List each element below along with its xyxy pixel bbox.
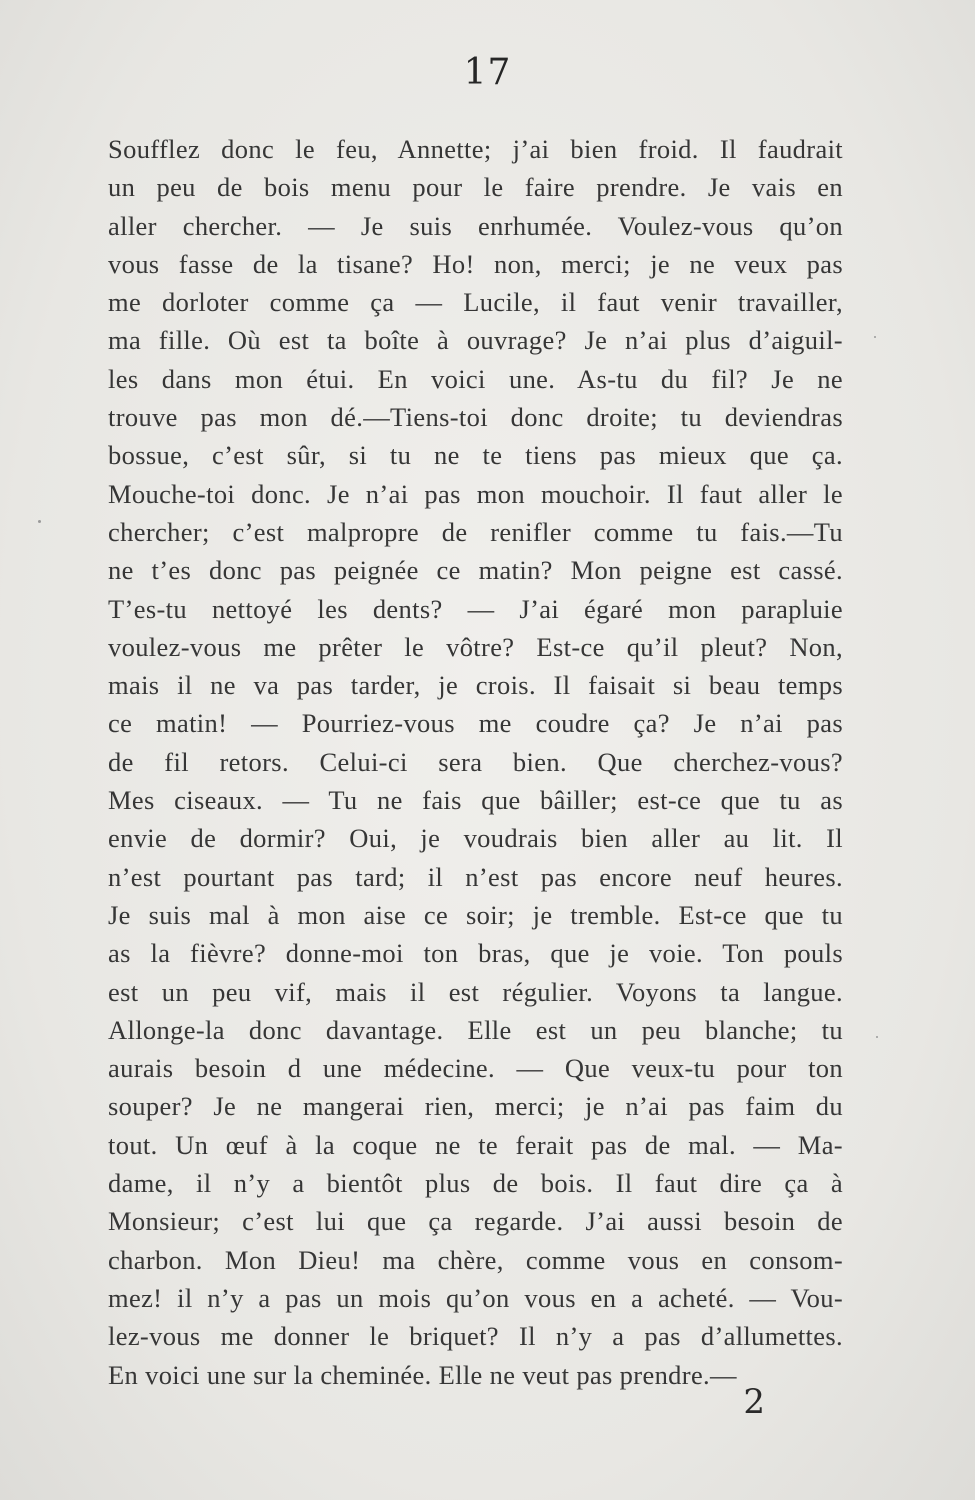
- text-line: bossue, c’est sûr, si tu ne te tiens pas mieux que ça.: [108, 440, 843, 471]
- text-line: Soufflez donc le feu, Annette; j’ai bien froid. Il faudrait: [108, 134, 843, 164]
- text-line: un peu de bois menu pour le faire prendre. Je vais en: [108, 172, 843, 203]
- text-line: me dorloter comme ça — Lucile, il faut venir travailler,: [108, 287, 843, 318]
- text-line: Monsieur; c’est lui que ça regarde. J’ai aussi besoin de: [108, 1206, 843, 1237]
- text-line: ce matin! — Pourriez-vous me coudre ça? Je n’ai pas: [108, 708, 843, 739]
- text-line: lez-vous me donner le briquet? Il n’y a pas d’allumettes.: [108, 1321, 843, 1352]
- text-line: envie de dormir? Oui, je voudrais bien aller au lit. Il: [108, 823, 843, 854]
- text-line: Mes ciseaux. — Tu ne fais que bâiller; est-ce que tu as: [108, 785, 843, 816]
- text-line: charbon. Mon Dieu! ma chère, comme vous en consom-: [108, 1244, 843, 1275]
- text-line: aurais besoin d une médecine. — Que veux-tu pour ton: [108, 1053, 843, 1084]
- paper-speck: [876, 1036, 878, 1038]
- text-line: as la fièvre? donne-moi ton bras, que je voie. Ton pouls: [108, 938, 843, 969]
- text-line: Allonge-la donc davantage. Elle est un peu blanche; tu: [108, 1014, 843, 1045]
- text-line: En voici une sur la cheminée. Elle ne veut pas prendre.—: [108, 1359, 737, 1390]
- text-line: de fil retors. Celui-ci sera bien. Que cherchez-vous?: [108, 746, 843, 777]
- text-line: ma fille. Où est ta boîte à ouvrage? Je n’ai plus d’aiguil-: [108, 325, 843, 356]
- text-line: ne t’es donc pas peignée ce matin? Mon peigne est cassé.: [108, 555, 843, 586]
- text-line: trouve pas mon dé.—Tiens-toi donc droite; tu deviendras: [108, 402, 843, 433]
- text-line: souper? Je ne mangerai rien, merci; je n’ai pas faim du: [108, 1091, 843, 1122]
- body-text: [108, 130, 843, 1394]
- text-line: dame, il n’y a bientôt plus de bois. Il faut dire ça à: [108, 1168, 843, 1199]
- text-line: aller chercher. — Je suis enrhumée. Voulez-vous qu’on: [108, 210, 843, 241]
- text-line: mez! il n’y a pas un mois qu’on vous en a acheté. — Vou-: [108, 1282, 843, 1313]
- text-line: les dans mon étui. En voici une. As-tu du fil? Je ne: [108, 363, 843, 394]
- text-line: Mouche-toi donc. Je n’ai pas mon mouchoir. Il faut aller le: [108, 478, 843, 509]
- paper-speck: [38, 520, 41, 523]
- signature-mark: 2: [743, 1382, 765, 1422]
- paper-speck: [874, 336, 876, 338]
- text-line: mais il ne va pas tarder, je crois. Il faisait si beau temps: [108, 670, 843, 701]
- text-line: vous fasse de la tisane? Ho! non, merci; je ne veux pas: [108, 248, 843, 279]
- text-line: est un peu vif, mais il est régulier. Voyons ta langue.: [108, 976, 843, 1007]
- text-line: tout. Un œuf à la coque ne te ferait pas de mal. — Ma-: [108, 1129, 843, 1160]
- text-line: chercher; c’est malpropre de renifler comme tu fais.—Tu: [108, 516, 843, 547]
- text-line: n’est pourtant pas tard; il n’est pas encore neuf heures.: [108, 861, 843, 892]
- text-line: T’es-tu nettoyé les dents? — J’ai égaré mon parapluie: [108, 593, 843, 624]
- text-line: Je suis mal à mon aise ce soir; je tremble. Est-ce que tu: [108, 899, 843, 930]
- page-number: 17: [463, 52, 512, 93]
- text-line: voulez-vous me prêter le vôtre? Est-ce qu’il pleut? Non,: [108, 631, 843, 662]
